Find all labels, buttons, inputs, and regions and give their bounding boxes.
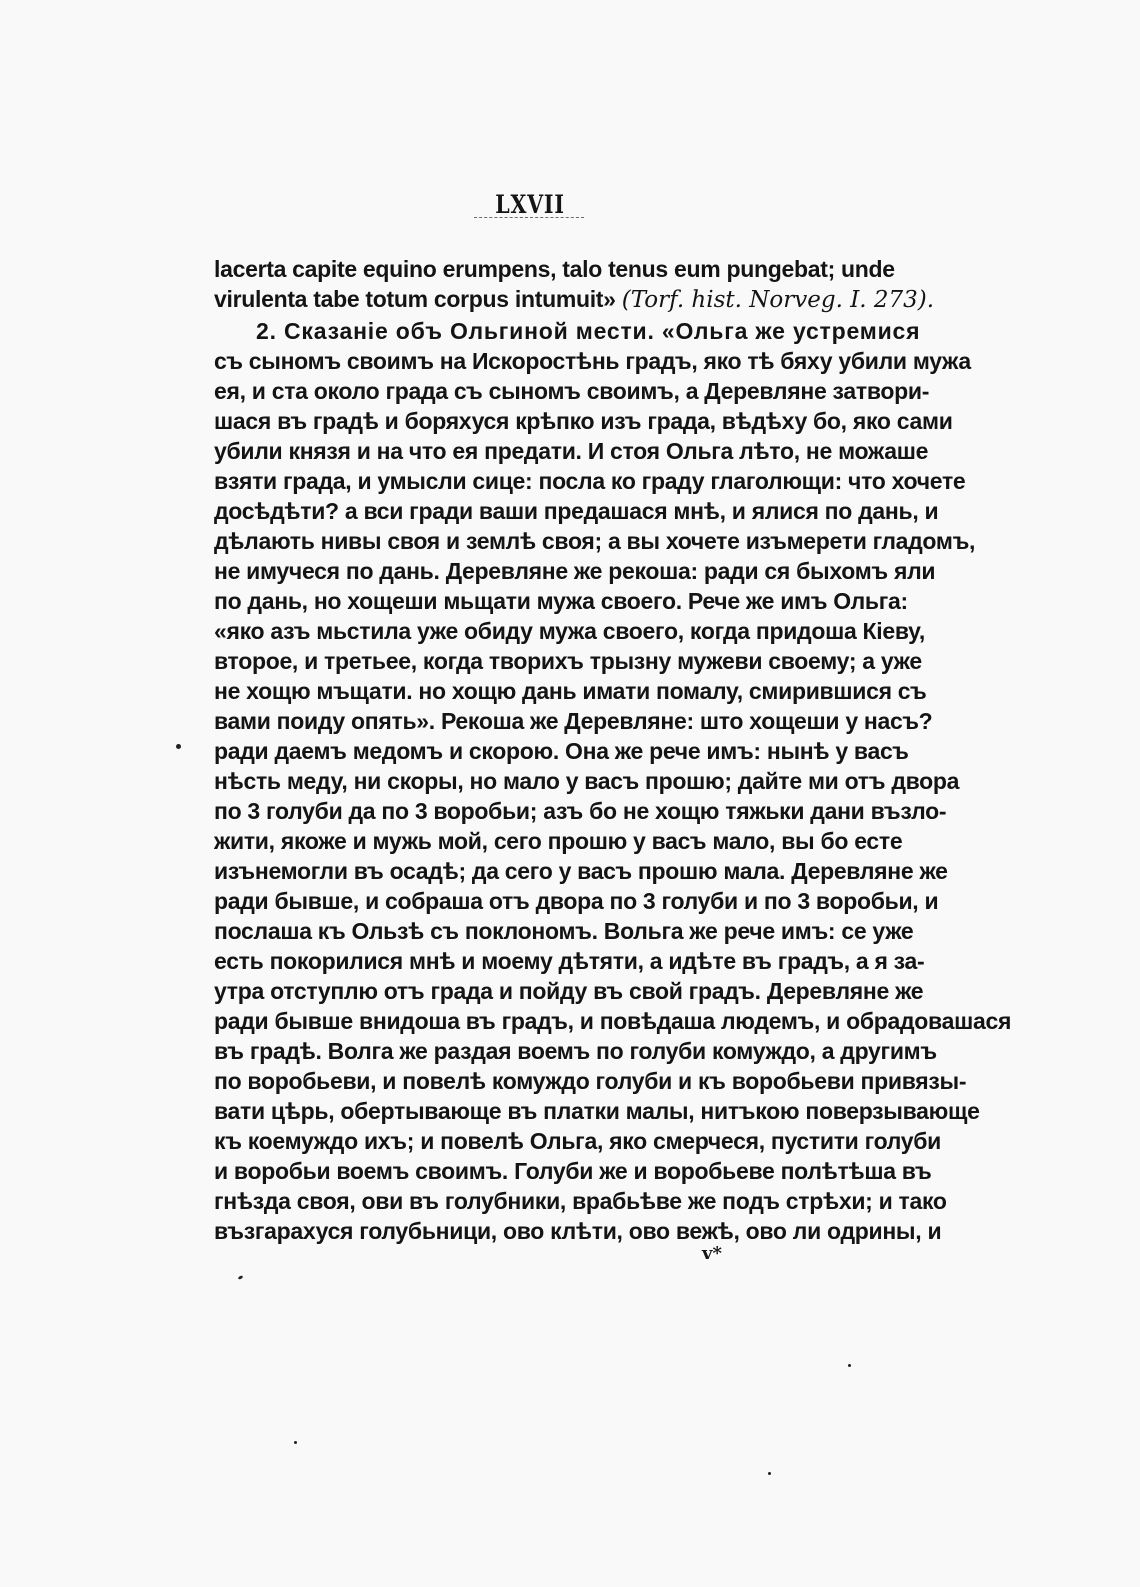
- text-line: [214, 284, 935, 314]
- text-line: и воробьи воемъ своимъ. Голуби же и воробьеве полѣтѣша въ: [214, 1158, 932, 1184]
- text-line: жити, якоже и мужь мой, сего прошю у васъ мало, вы бо есте: [214, 828, 903, 854]
- text-line: дѣлають нивы своя и землѣ своя; а вы хочете изъмерети гладомъ,: [214, 528, 976, 554]
- text-line: утра отступлю отъ града и пойду въ свой градъ. Деревляне же: [214, 978, 924, 1004]
- text-line: изънемогли въ осадѣ; да сего у васъ прошю мала. Деревляне же: [214, 858, 948, 884]
- text-line: досѣдѣти? а вси гради ваши предашася мнѣ, и ялися по дань, и: [214, 498, 939, 524]
- section-heading-line: 2. Сказанiе объ Ольгиной мести. «Ольга же устремися: [256, 318, 921, 344]
- text-line: второе, и третьее, когда творихъ трызну мужеви своему; а уже: [214, 648, 922, 674]
- text-line: ради бывше, и собраша отъ двора по 3 голуби и по 3 воробьи, и: [214, 888, 939, 914]
- text-line: убили князя и на что ея предати. И стоя Ольга лѣто, не можаше: [214, 438, 929, 464]
- text-line: по 3 голуби да по 3 воробьи; азъ бо не хощю тяжьки дани възло-: [214, 798, 947, 824]
- text-line: нѣсть меду, ни скоры, но мало у васъ прошю; дайте ми отъ двора: [214, 768, 960, 794]
- text-line: взяти града, и умысли сице: посла ко граду глаголющи: что хочете: [214, 468, 966, 494]
- text-line: вати цѣрь, обертывающе въ платки малы, нитъкою поверзывающе: [214, 1098, 980, 1124]
- text-line: по дань, но хощеши мьщати мужа своего. Рече же имъ Ольга:: [214, 588, 908, 614]
- text-line: шася въ градѣ и боряхуся крѣпко изъ града, вѣдѣху бо, яко сами: [214, 408, 953, 434]
- scan-speck: [768, 1472, 771, 1475]
- text-line: lacerta capite equino erumpens, talo tenus eum pungebat; unde: [214, 256, 895, 282]
- bibliographic-reference: (Torf. hist. Norveg. I. 273).: [621, 287, 935, 313]
- text-line: ради бывше внидоша въ градъ, и повѣдаша людемъ, и обрадовашася: [214, 1008, 1012, 1034]
- page-number: LXVII: [495, 190, 565, 219]
- text-line: «яко азъ мьстила уже обиду мужа своего, когда придоша Кiеву,: [214, 618, 925, 644]
- text-line: по воробьеви, и повелѣ комуждо голуби и къ воробьеви привязы-: [214, 1068, 967, 1094]
- text-line: гнѣзда своя, ови въ голубники, врабьѣве же подъ стрѣхи; и тако: [214, 1188, 947, 1214]
- text-line: въ градѣ. Волга же раздая воемъ по голуби комуждо, а другимъ: [214, 1038, 937, 1064]
- page-number-rule: [474, 217, 584, 218]
- text-line: ея, и ста около града съ сыномъ своимъ, а Деревляне затвори-: [214, 378, 930, 404]
- text-line: есть покорилися мнѣ и моему дѣтяти, а идѣте въ градъ, а я за-: [214, 948, 925, 974]
- text-line: възгарахуся голубьници, ово клѣти, ово вежѣ, ово ли одрины, и: [214, 1218, 942, 1244]
- scan-speck: [848, 1364, 851, 1367]
- text-line: къ коемуждо ихъ; и повелѣ Ольга, яко смерчеся, пустити голуби: [214, 1128, 942, 1154]
- text-line: не хощю мъщати. но хощю дань имати помалу, смирившися съ: [214, 678, 927, 704]
- text-line: послаша къ Ользѣ съ поклономъ. Вольга же рече имъ: се уже: [214, 918, 914, 944]
- text-line-part: virulenta tabe totum corpus intumuit»: [214, 286, 616, 312]
- scan-speck: [238, 1275, 244, 1280]
- text-line: съ сыномъ своимъ на Искоростѣнь градъ, яко тѣ бяху убили мужа: [214, 348, 971, 374]
- scan-speck: [294, 1441, 297, 1444]
- text-line: не имучеся по дань. Деревляне же рекоша: ради ся быхомъ яли: [214, 558, 936, 584]
- scan-speck: [176, 744, 181, 749]
- text-line: ради даемъ медомъ и скорою. Она же рече имъ: нынѣ у васъ: [214, 738, 909, 764]
- printer-signature-mark: v*: [702, 1243, 722, 1264]
- text-line: вами поиду опять». Рекоша же Деревляне: што хощеши у насъ?: [214, 708, 933, 734]
